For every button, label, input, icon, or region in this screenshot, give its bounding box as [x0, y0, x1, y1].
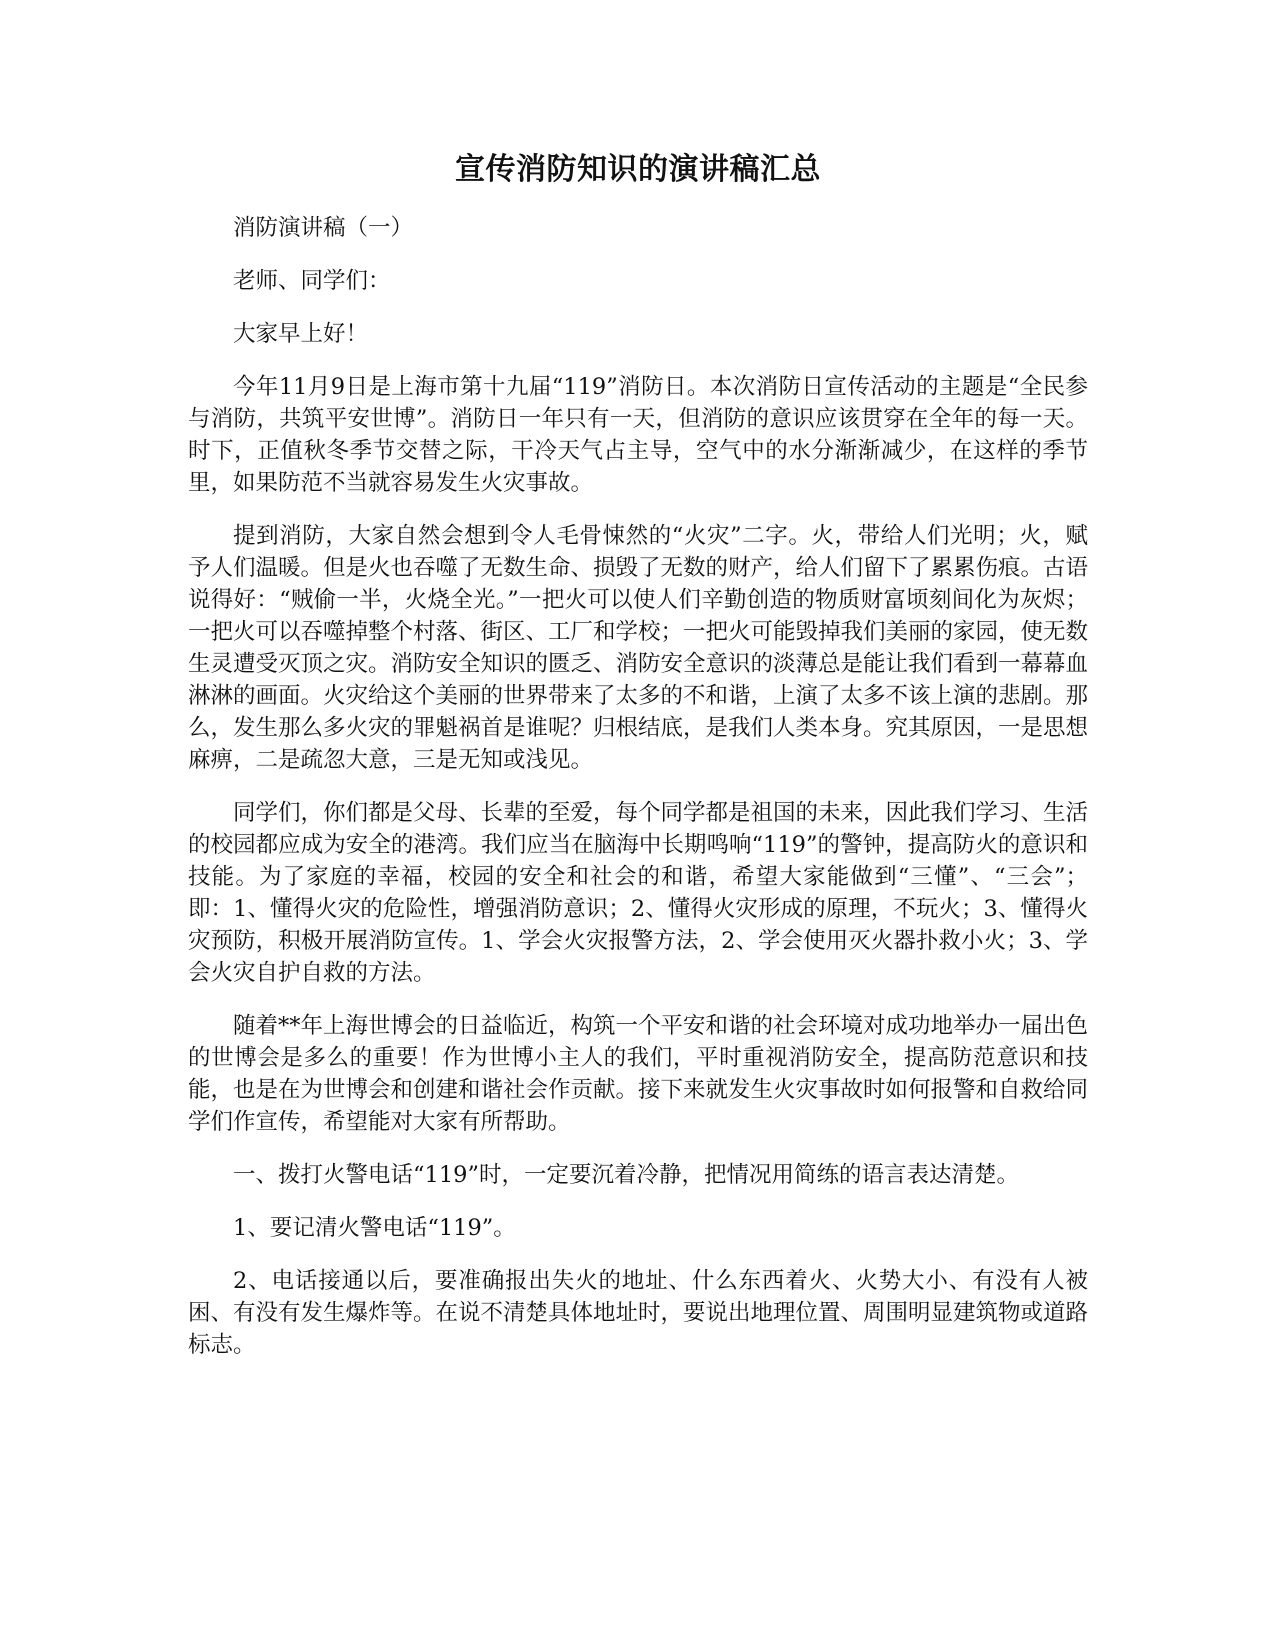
paragraph-three-knows: 同学们，你们都是父母、长辈的至爱，每个同学都是祖国的未来，因此我们学习、生活的校园都应成为安全的港湾。我们应当在脑海中长期鸣响“119”的警钟，提高防火的意识和技能。为了家庭的幸福，校园的安全和社会的和谐，希望大家能做到“三懂”、“三会”；即：1、懂得火灾的危险性，增强消防意识；2、懂得火灾形成的原理，不玩火；3、懂得火灾预防，积极开展消防宣传。1、学会火灾报警方法，2、学会使用灭火器扑救小火；3、学会火灾自护自救的方法。: [188, 800, 1089, 986]
paragraph-fire-hazards: 提到消防，大家自然会想到令人毛骨悚然的“火灾”二字。火，带给人们光明；火，赋予人们温暖。但是火也吞噬了无数生命、损毁了无数的财产，给人们留下了累累伤痕。古语说得好：“贼偷一半，火烧全光。”一把火可以使人们辛勤创造的物质财富顷刻间化为灰烬；一把火可以吞噬掉整个村落、街区、工厂和学校；一把火可能毁掉我们美丽的家园，使无数生灵遭受灭顶之灾。消防安全知识的匮乏、消防安全意识的淡薄总是能让我们看到一幕幕血淋淋的画面。火灾给这个美丽的世界带来了太多的不和谐，上演了太多不该上演的悲剧。那么，发生那么多火灾的罪魁祸首是谁呢？归根结底，是我们人类本身。究其原因，一是思想麻痹，二是疏忽大意，三是无知或浅见。: [188, 523, 1089, 773]
paragraph-speech-heading: 消防演讲稿（一）: [233, 215, 414, 241]
document-title: 宣传消防知识的演讲稿汇总: [455, 152, 821, 187]
paragraph-remember-119: 1、要记清火警电话“119”。: [233, 1215, 516, 1241]
paragraph-greeting: 大家早上好！: [233, 321, 369, 347]
document-body: [188, 148, 1088, 1382]
paragraph-salutation: 老师、同学们：: [233, 268, 391, 294]
paragraph-report-details: 2、电话接通以后，要准确报出失火的地址、什么东西着火、火势大小、有没有人被困、有没有发生爆炸等。在说不清楚具体地址时，要说出地理位置、周围明显建筑物或道路标志。: [188, 1268, 1089, 1358]
paragraph-fire-day-intro: 今年11月9日是上海市第十九届“119”消防日。本次消防日宣传活动的主题是“全民参与消防，共筑平安世博”。消防日一年只有一天，但消防的意识应该贯穿在全年的每一天。时下，正值秋冬季节交替之际，干冷天气占主导，空气中的水分渐渐减少，在这样的季节里，如果防范不当就容易发生火灾事故。: [188, 374, 1088, 496]
paragraph-expo: 随着**年上海世博会的日益临近，构筑一个平安和谐的社会环境对成功地举办一届出色的世博会是多么的重要！作为世博小主人的我们，平时重视消防安全，提高防范意识和技能，也是在为世博会和创建和谐社会作贡献。接下来就发生火灾事故时如何报警和自救给同学们作宣传，希望能对大家有所帮助。: [188, 1013, 1089, 1135]
paragraph-call-119: 一、拨打火警电话“119”时，一定要沉着冷静，把情况用简练的语言表达清楚。: [233, 1162, 1019, 1188]
